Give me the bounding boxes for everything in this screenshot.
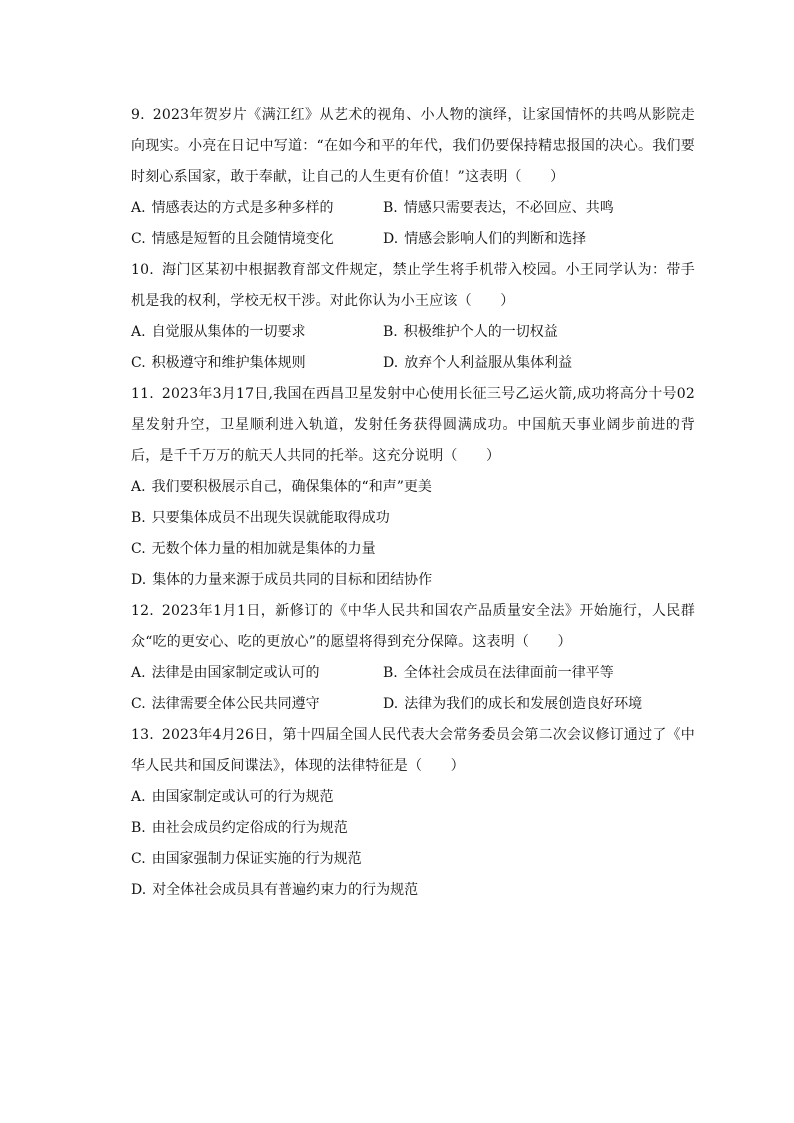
question-13 [131, 720, 695, 906]
option-text: 只要集体成员不出现失误就能取得成功 [151, 510, 390, 526]
question-text: 2023年1月1日，新修订的《中华人民共和国农产品质量安全法》开始施行，人民群众“吃的更安心、吃的更放心”的愿望将得到充分保障。这表明（ ） [131, 603, 695, 650]
option-letter: B. [383, 200, 398, 216]
question-stem [131, 100, 695, 193]
options [131, 658, 695, 720]
option-text: 情感是短暂的且会随情境变化 [151, 231, 334, 247]
option-text: 情感表达的方式是多种多样的 [151, 200, 334, 216]
option-letter: D. [383, 696, 399, 712]
option-a [131, 658, 383, 689]
question-stem [131, 720, 695, 782]
question-stem [131, 596, 695, 658]
question-text: 海门区某初中根据教育部文件规定，禁止学生将手机带入校园。小王同学认为：带手机是我的权利，学校无权干涉。对此你认为小王应该（ ） [131, 262, 695, 309]
option-text: 法律需要全体公民共同遵守 [151, 696, 320, 712]
option-letter: A. [131, 200, 146, 216]
option-b [131, 813, 695, 844]
option-text: 全体社会成员在法律面前一律平等 [403, 665, 614, 681]
option-text: 对全体社会成员具有普遍约束力的行为规范 [152, 882, 419, 898]
option-letter: C. [131, 851, 146, 867]
option-text: 由社会成员约定俗成的行为规范 [151, 820, 348, 836]
question-number: 9. [131, 107, 145, 123]
question-stem [131, 255, 695, 317]
question-11 [131, 379, 695, 596]
option-c [131, 689, 383, 720]
option-letter: B. [383, 665, 398, 681]
option-c [131, 348, 383, 379]
option-letter: A. [131, 479, 146, 495]
option-text: 情感只需要表达，不必回应、共鸣 [403, 200, 614, 216]
option-text: 无数个体力量的相加就是集体的力量 [151, 541, 376, 557]
option-text: 放弃个人利益服从集体利益 [404, 355, 573, 371]
option-text: 法律为我们的成长和发展创造良好环境 [404, 696, 643, 712]
option-text: 由国家强制力保证实施的行为规范 [151, 851, 362, 867]
option-letter: B. [131, 510, 146, 526]
option-d [383, 224, 695, 255]
option-text: 积极遵守和维护集体规则 [151, 355, 306, 371]
option-letter: D. [131, 882, 147, 898]
option-letter: C. [131, 541, 146, 557]
options [131, 472, 695, 596]
option-a [131, 472, 695, 503]
option-c [131, 844, 695, 875]
option-letter: B. [383, 324, 398, 340]
option-letter: C. [131, 696, 146, 712]
option-letter: D. [131, 572, 147, 588]
option-a [131, 193, 383, 224]
option-letter: A. [131, 324, 146, 340]
option-d [383, 689, 695, 720]
question-12 [131, 596, 695, 720]
option-d [131, 875, 695, 906]
question-text: 2023年3月17日,我国在西昌卫星发射中心使用长征三号乙运火箭,成功将高分十号02星发射升空，卫星顺利进入轨道，发射任务获得圆满成功。中国航天事业阔步前进的背后，是千千万万的航天人共同的托举。这充分说明（ ） [131, 386, 695, 464]
option-letter: A. [131, 665, 146, 681]
option-text: 集体的力量来源于成员共同的目标和团结协作 [152, 572, 433, 588]
options [131, 193, 695, 255]
question-list [131, 100, 695, 906]
option-letter: B. [131, 820, 146, 836]
option-text: 情感会影响人们的判断和选择 [404, 231, 587, 247]
option-b [383, 317, 695, 348]
option-c [131, 224, 383, 255]
options [131, 317, 695, 379]
option-letter: D. [383, 355, 399, 371]
option-c [131, 534, 695, 565]
option-text: 自觉服从集体的一切要求 [151, 324, 306, 340]
question-number: 10. [131, 262, 154, 278]
question-stem [131, 379, 695, 472]
option-a [131, 782, 695, 813]
question-text: 2023年4月26日，第十四届全国人民代表大会常务委员会第二次会议修订通过了《中华人民共和国反间谍法》，体现的法律特征是（ ） [131, 727, 695, 774]
options [131, 782, 695, 906]
option-text: 法律是由国家制定或认可的 [151, 665, 320, 681]
option-letter: A. [131, 789, 146, 805]
question-number: 13. [131, 727, 154, 743]
option-text: 我们要积极展示自己，确保集体的“和声”更美 [151, 479, 432, 495]
option-text: 积极维护个人的一切权益 [403, 324, 558, 340]
option-d [131, 565, 695, 596]
option-text: 由国家制定或认可的行为规范 [151, 789, 334, 805]
question-number: 11. [131, 386, 154, 402]
option-letter: C. [131, 355, 146, 371]
option-b [383, 193, 695, 224]
option-b [383, 658, 695, 689]
option-b [131, 503, 695, 534]
option-letter: C. [131, 231, 146, 247]
option-letter: D. [383, 231, 399, 247]
question-9 [131, 100, 695, 255]
option-a [131, 317, 383, 348]
question-10 [131, 255, 695, 379]
question-number: 12. [131, 603, 154, 619]
question-text: 2023年贺岁片《满江红》从艺术的视角、小人物的演绎，让家国情怀的共鸣从影院走向现实。小亮在日记中写道：“在如今和平的年代，我们仍要保持精忠报国的决心。我们要时刻心系国家，敢于奉献，让自己的人生更有价值！”这表明（ ） [131, 107, 695, 185]
option-d [383, 348, 695, 379]
